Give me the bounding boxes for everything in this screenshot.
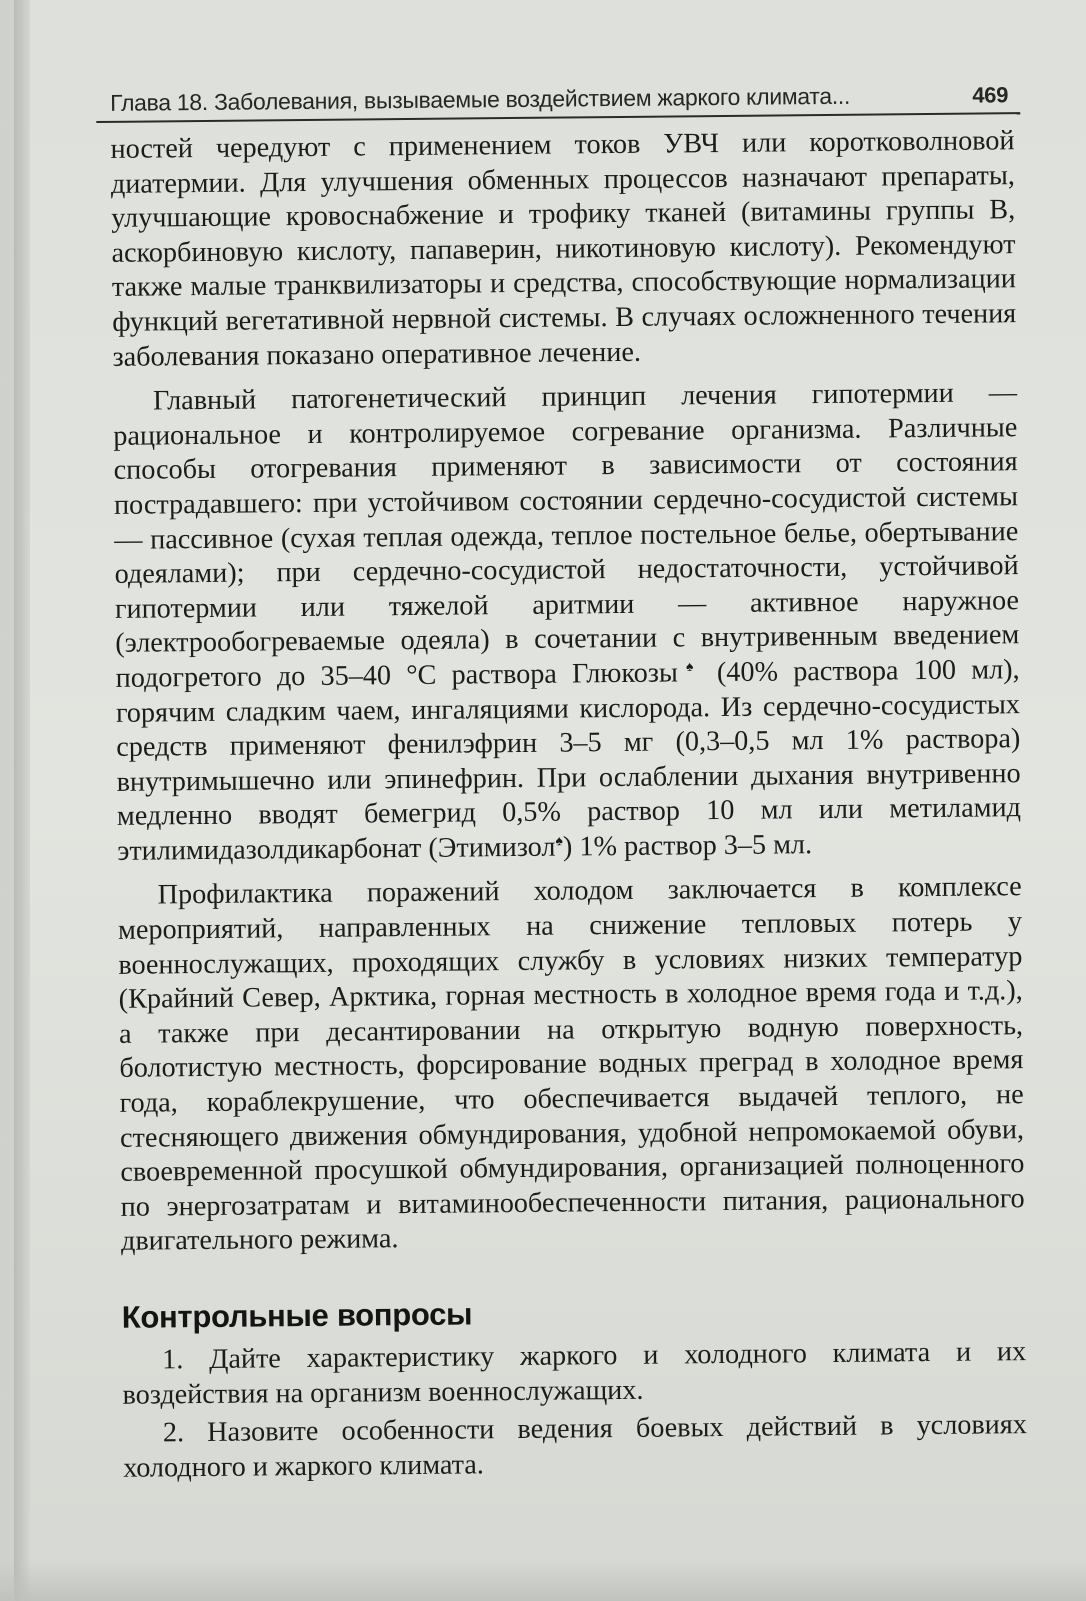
bottom-shadow — [0, 1561, 1086, 1601]
body-text — [96, 124, 1031, 1260]
paragraph-text-part: Главный патогенетический принцип лечения гипотермии — рациональное и контролируемое согревание организма. Различные способы отогревания применяют в зависимости от состояния пострадавшего: при устойчивом состоянии сердечно-сосудистой системы — пассивное (сухая теплая одежда, теплое постельное белье, обертывание одеялами); при сердечно-сосудистой недостаточности, устойчивой гипотермии или тяжелой аритмии — активное наружное (электрообогреваемые одеяла) в сочетании с внутривенным введением подогретого до 35–40 °С раствора Глюкозы — [113, 377, 1020, 694]
paragraph-cold-prevention: Профилактика поражений холодом заключается в комплексе мероприятий, направленных на снижение тепловых потерь у военнослужащих, проходящих службу в условиях низких температур (Крайний Север, Арктика, горная местность в холодное время года и т.д.), а также при десантировании на открытую водную поверхность, болотистую местность, форсирование водных преград в холодное время года, кораблекрушение, что обеспечивается выдачей теплого, не стесняющего движения обмундирования, удобной непромокаемой обуви, своевременной просушкой обмундирования, организацией полноценного по энергозатратам и витаминообеспеченности питания, рационального двигательного режима. — [117, 871, 1025, 1258]
page-binding-edge — [14, 0, 30, 1601]
review-question: 1. Дайте характеристику жаркого и холодного климата и их воздействия на организм военнослужащих. — [122, 1336, 1027, 1411]
paragraph-hypothermia-treatment — [113, 376, 1022, 869]
registered-drug-mark: ♠ — [555, 834, 563, 850]
page-number: 469 — [972, 82, 1009, 108]
paragraph-text-part: (40% раствора 100 мл), горячим сладким чаем, ингаляциями кислорода. Из сердечно-сосудистых средств применяют фенилэфрин 3–5 мг (0,3–0,5 мл 1% раствора) внутримышечно или эпинефрин. При ослаблении дыхания внутривенно медленно вводят бемегрид 0,5% раствор 10 мл или метиламид этилимидазолдикарбонат (Этимизол — [115, 654, 1022, 867]
page-content — [96, 81, 1033, 1490]
review-question: 2. Назовите особенности ведения боевых действий в условиях холодного и жаркого климата. — [123, 1409, 1028, 1484]
paragraph-text-part: ) 1% раствор 3–5 мл. — [562, 829, 813, 863]
registered-drug-mark: ♠ — [677, 659, 702, 675]
chapter-title: Глава 18. Заболевания, вызываемые воздействием жаркого климата... — [109, 82, 851, 116]
section-heading-review-questions: Контрольные вопросы — [121, 1296, 473, 1335]
paragraph-treatment-continued: ностей чередуют с применением токов УВЧ или коротковолновой диатермии. Для улучшения обменных процессов назначают препараты, улучшающие кровоснабжение и трофику тканей (витамины группы В, аскорбиновую кислоту, папаверин, никотиновую кислоту). Рекомендуют также малые транквилизаторы и средства, способствующие нормализации функций вегетативной нервной системы. В случаях осложненного течения заболевания показано оперативное лечение. — [110, 125, 1017, 373]
